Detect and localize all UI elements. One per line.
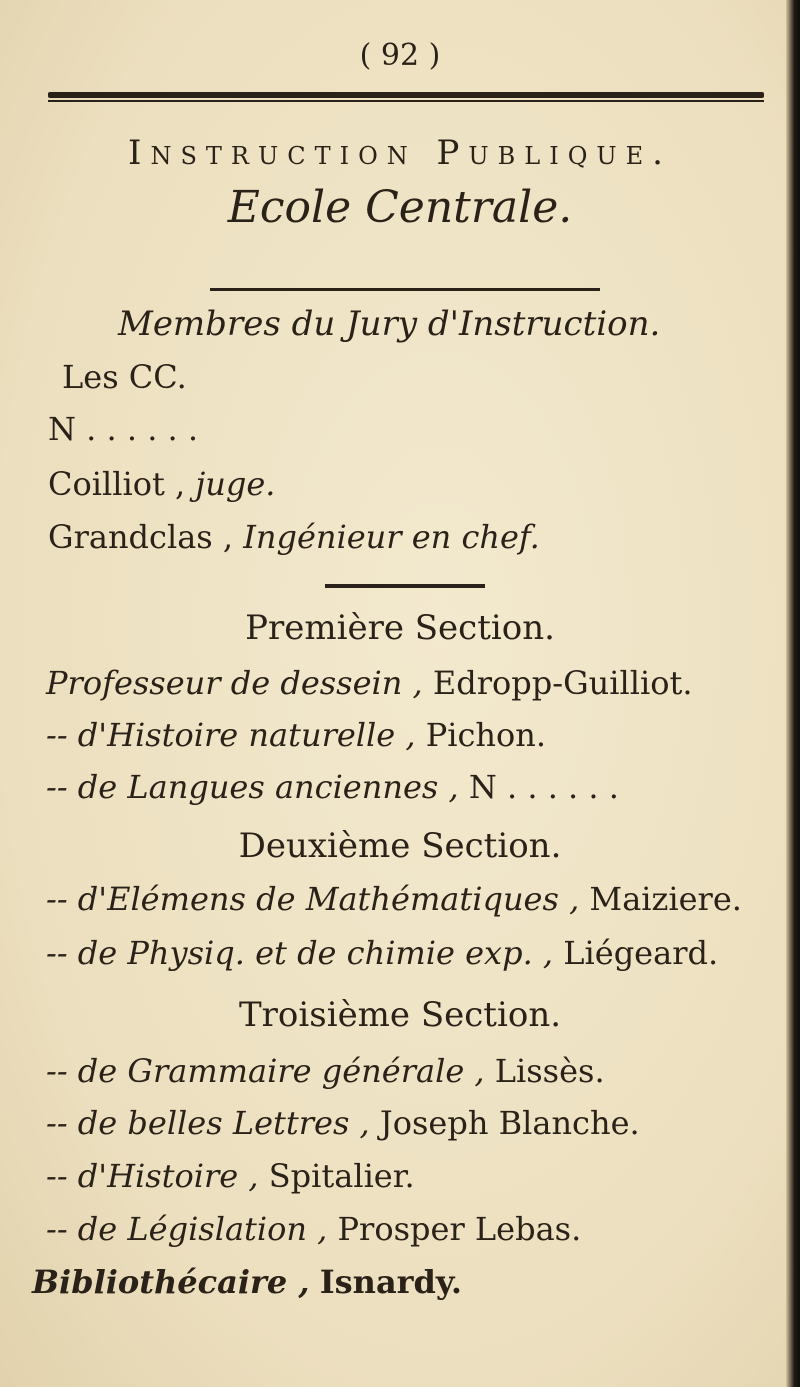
entry-subject: -- d'Histoire , <box>46 1157 259 1195</box>
entry-subject: -- de Grammaire générale , <box>46 1052 485 1090</box>
jury-member <box>62 358 187 396</box>
entry-subject: -- de Physiq. et de chimie exp. , <box>46 934 554 972</box>
section-title: Première Section. <box>245 608 555 648</box>
jury-member <box>48 518 540 556</box>
entry-name: Lissès. <box>494 1052 605 1090</box>
entry-subject: Professeur de dessein , <box>46 664 423 702</box>
entry-subject: -- d'Elémens de Mathématiques , <box>46 880 580 918</box>
entry-subject: -- de Législation , <box>46 1210 328 1248</box>
entry-name: Spitalier. <box>268 1157 415 1195</box>
section-entry <box>32 1263 462 1301</box>
entry-name: Edropp-Guilliot. <box>432 664 693 702</box>
member-role: juge. <box>195 465 276 503</box>
section-entry <box>46 1210 581 1248</box>
page-number: ( 92 ) <box>359 38 441 73</box>
section-entry <box>46 934 718 972</box>
entry-name: Joseph Blanche. <box>379 1104 640 1142</box>
member-role: Ingénieur en chef. <box>243 518 540 556</box>
entry-subject: -- de Langues anciennes , <box>46 768 459 806</box>
jury-member <box>48 465 275 503</box>
section-entry <box>46 716 546 754</box>
section-entry <box>46 768 619 806</box>
member-name: N . . . . . . <box>48 410 199 448</box>
jury-member <box>48 410 198 448</box>
header-rule-thin <box>48 100 764 102</box>
entry-name: Maiziere. <box>589 880 742 918</box>
section-entry <box>46 1104 640 1142</box>
entry-name: Isnardy. <box>319 1263 462 1301</box>
member-name: Les CC. <box>62 358 187 396</box>
section-entry <box>46 1052 605 1090</box>
entry-subject: Bibliothécaire , <box>32 1263 310 1301</box>
entry-name: Prosper Lebas. <box>337 1210 582 1248</box>
section-divider <box>210 288 600 291</box>
jury-title: Membres du Jury d'Instruction. <box>118 304 661 344</box>
member-name: Coilliot , <box>48 465 186 503</box>
section-entry <box>46 664 692 702</box>
entry-name: Pichon. <box>425 716 547 754</box>
header-rule-thick <box>48 92 764 98</box>
page-heading: Instruction Publique. <box>128 133 672 173</box>
section-title: Deuxième Section. <box>238 826 562 866</box>
small-divider <box>325 584 485 588</box>
section-entry <box>46 880 742 918</box>
page-subheading: Ecole Centrale. <box>227 182 573 233</box>
entry-name: N . . . . . . <box>468 768 619 806</box>
member-name: Grandclas , <box>48 518 234 556</box>
section-entry <box>46 1157 415 1195</box>
section-title: Troisième Section. <box>238 995 562 1035</box>
entry-subject: -- de belles Lettres , <box>46 1104 370 1142</box>
entry-name: Liégeard. <box>563 934 719 972</box>
entry-subject: -- d'Histoire naturelle , <box>46 716 416 754</box>
